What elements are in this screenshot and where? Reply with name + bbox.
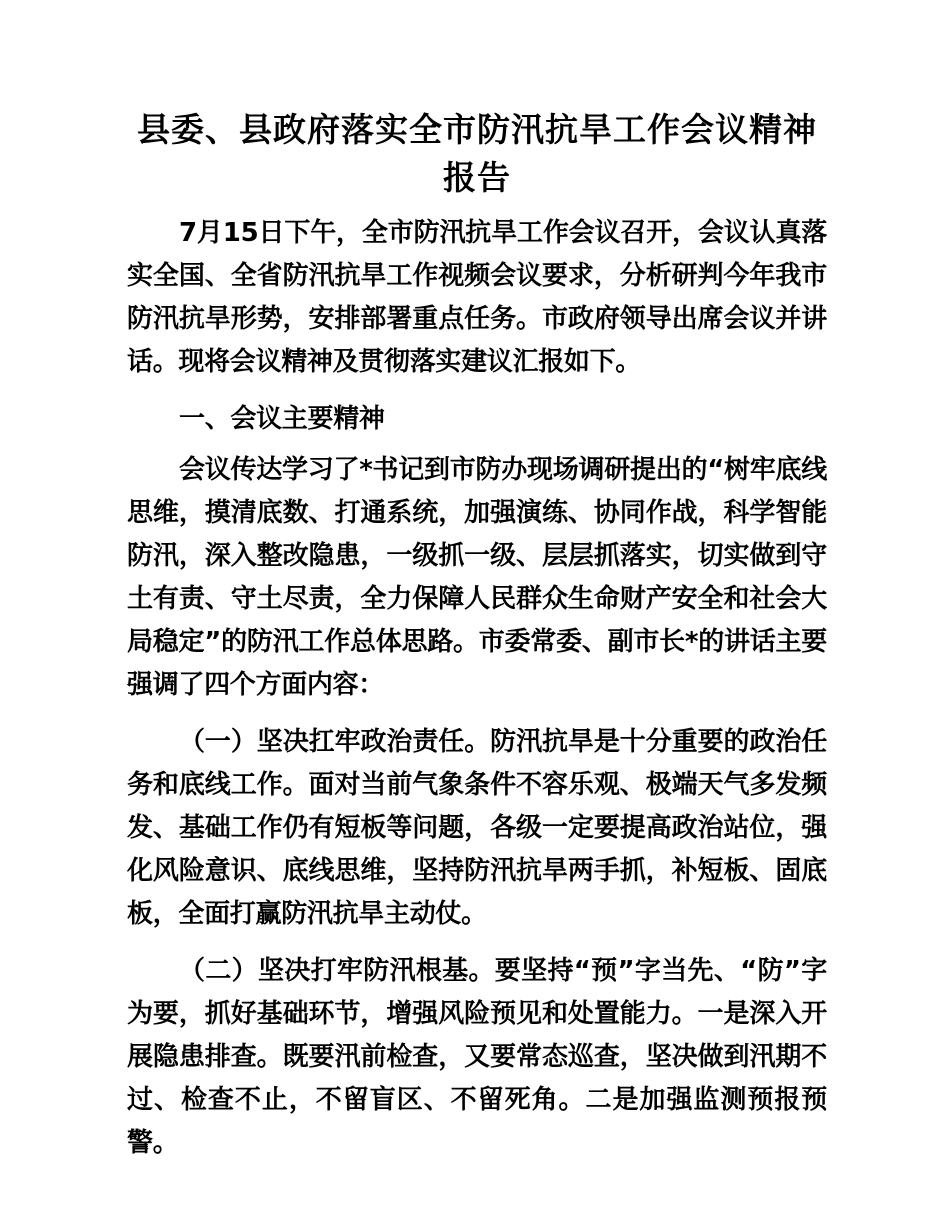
body-paragraph: （一）坚决扛牢政治责任。防汛抗旱是十分重要的政治任务和底线工作。面对当前气象条件不容乐观、极端天气多发频发、基础工作仍有短板等问题，各级一定要提高政治站位，强化风险意识、底线思维，坚持防汛抗旱两手抓，补短板、固底板，全面打赢防汛抗旱主动仗。: [127, 727, 827, 929]
body-paragraph: 会议传达学习了*书记到市防办现场调研提出的“树牢底线思维，摸清底数、打通系统，加强演练、协同作战，科学智能防汛，深入整改隐患，一级抓一级、层层抓落实，切实做到守土有责、守土尽责，全力保障人民群众生命财产安全和社会大局稳定”的防汛工作总体思路。市委常委、副市长*的讲话主要强调了四个方面内容：: [127, 455, 827, 700]
document-title: 县委、县政府落实全市防汛抗旱工作会议精神报告: [137, 110, 817, 197]
body-paragraph: （二）坚决打牢防汛根基。要坚持“预”字当先、“防”字为要，抓好基础环节，增强风险预见和处置能力。一是深入开展隐患排查。既要汛前检查，又要常态巡查，坚决做到汛期不过、检查不止，不留盲区、不留死角。二是加强监测预报预警。: [127, 956, 827, 1158]
body-paragraph: 7月15日下午，全市防汛抗旱工作会议召开，会议认真落实全国、全省防汛抗旱工作视频会议要求，分析研判今年我市防汛抗旱形势，安排部署重点任务。市政府领导出席会议并讲话。现将会议精神及贯彻落实建议汇报如下。: [127, 218, 827, 377]
document-body: [127, 212, 827, 1165]
section-heading: 一、会议主要精神: [179, 404, 385, 434]
